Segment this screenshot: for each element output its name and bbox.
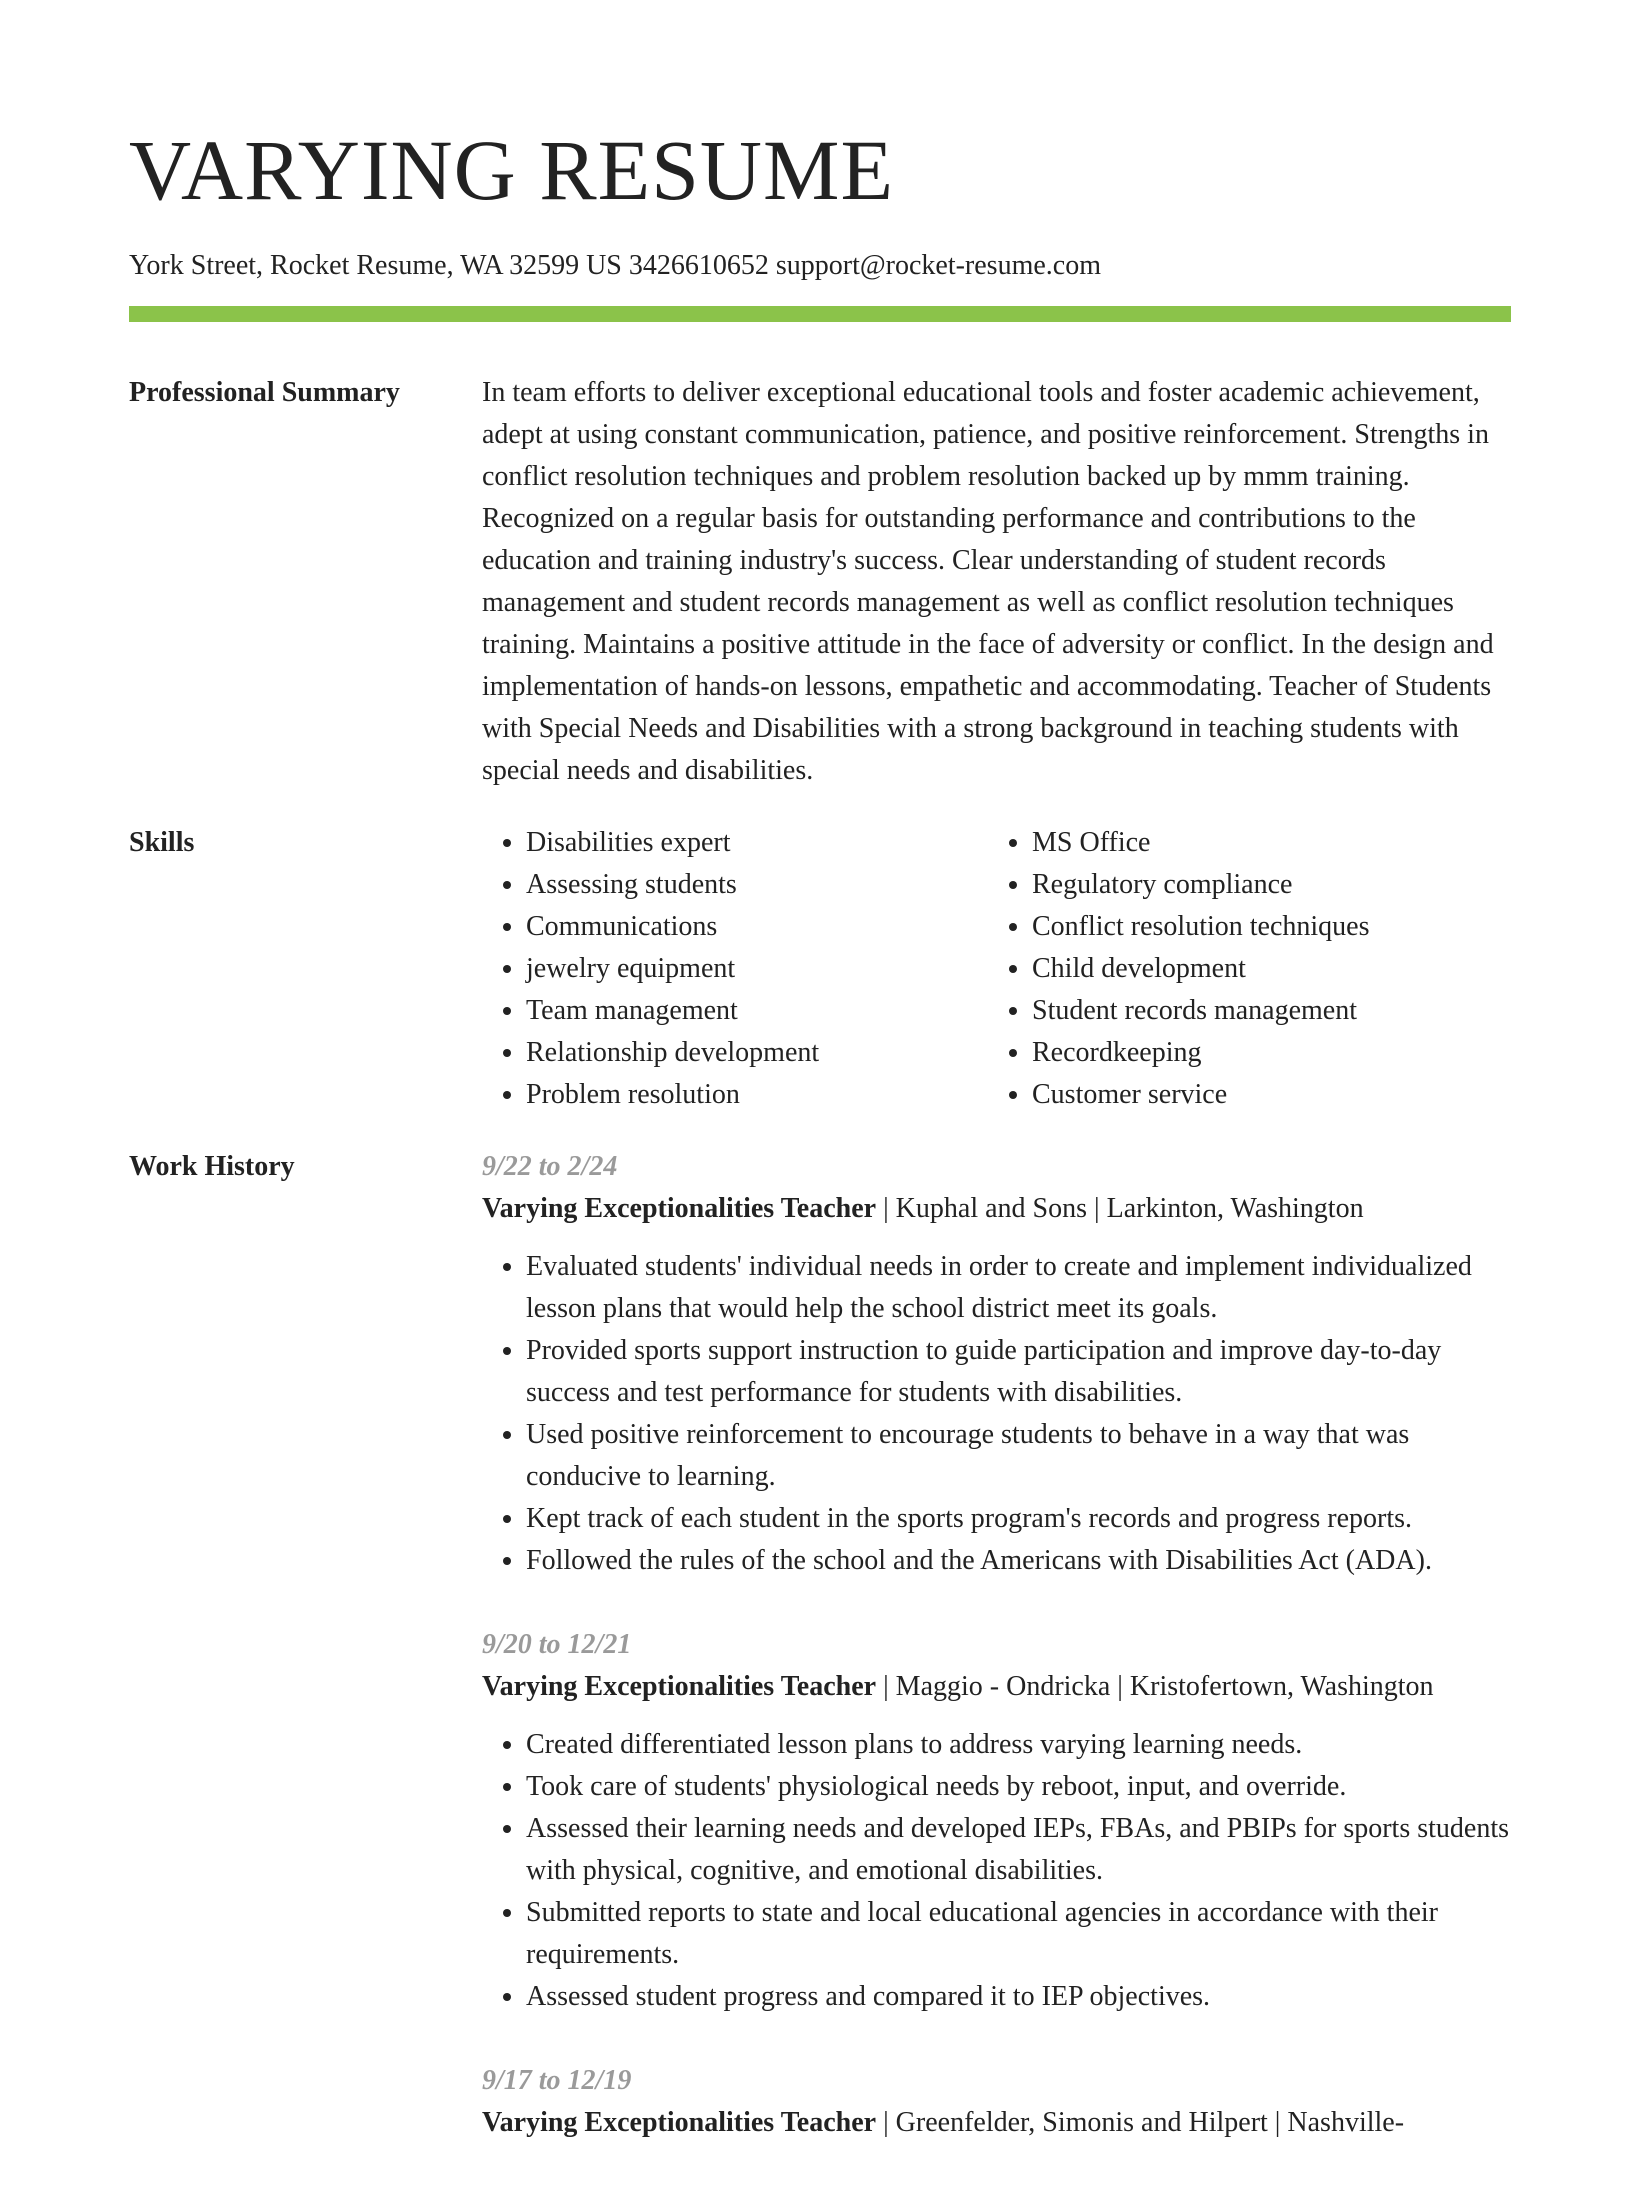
header-divider [129, 306, 1511, 322]
job-bullet: • Evaluated students' individual needs in order to create and implement individualized lesson plans that would help the school district meet its goals. [526, 1246, 1511, 1330]
job-bullet: • Provided sports support instruction to guide participation and improve day-to-day success and test performance for students with disabilities. [526, 1330, 1511, 1414]
skill-item: • jewelry equipment [526, 948, 988, 990]
job-entry [482, 1146, 1511, 1582]
skill-item: • Customer service [1032, 1074, 1370, 1116]
job-title: Varying Exceptionalities Teacher [482, 2107, 877, 2138]
skill-item: • Disabilities expert [526, 822, 988, 864]
job-bullet: • Followed the rules of the school and the Americans with Disabilities Act (ADA). [526, 1540, 1511, 1582]
job-bullet: • Used positive reinforcement to encourage students to behave in a way that was conducive to learning. [526, 1414, 1511, 1498]
work-history-section [129, 1146, 1511, 2186]
skill-item: • Conflict resolution techniques [1032, 906, 1370, 948]
job-dates: 9/22 to 2/24 [482, 1151, 618, 1182]
skill-item: • Problem resolution [526, 1074, 988, 1116]
job-entry [482, 1624, 1511, 2018]
skill-item: • Team management [526, 990, 988, 1032]
job-bullet: • Submitted reports to state and local educational agencies in accordance with their requirements. [526, 1892, 1511, 1976]
job-bullet: • Assessed student progress and compared it to IEP objectives. [526, 1976, 1511, 2018]
job-title-line [482, 1666, 1511, 1708]
skills-list-left [482, 822, 988, 1116]
job-bullet: • Assessed their learning needs and developed IEPs, FBAs, and PBIPs for sports students with physical, cognitive, and emotional disabilities. [526, 1808, 1511, 1892]
job-title: Varying Exceptionalities Teacher [482, 1671, 877, 1702]
skill-item: • Recordkeeping [1032, 1032, 1370, 1074]
skill-item: • MS Office [1032, 822, 1370, 864]
skill-item: • Assessing students [526, 864, 988, 906]
job-details: | Kuphal and Sons | Larkinton, Washington [876, 1193, 1364, 1224]
summary-title: Professional Summary [129, 377, 400, 408]
resume-page [129, 0, 1511, 2186]
job-dates: 9/20 to 12/21 [482, 1629, 632, 1660]
job-entry [482, 2060, 1511, 2144]
summary-text: In team efforts to deliver exceptional educational tools and foster academic achievement, adept at using constant communication, patience, and positive reinforcement. Strengths in conflict resolution techniques and problem resolution backed up by mmm training. Recognized on a regular basis for outstanding performance and contributions to the education and training industry's success. Clear understanding of student records management and student records management as well as conflict resolution techniques training. Maintains a positive attitude in the face of adversity or conflict. In the design and implementation of hands-on lessons, empathetic and accommodating. Teacher of Students with Special Needs and Disabilities with a strong background in teaching students with special needs and disabilities. [482, 377, 1494, 786]
job-title-line [482, 1188, 1511, 1230]
skill-item: • Child development [1032, 948, 1370, 990]
job-title: Varying Exceptionalities Teacher [482, 1193, 877, 1224]
job-title-line [482, 2102, 1511, 2144]
job-bullet: • Created differentiated lesson plans to address varying learning needs. [526, 1724, 1511, 1766]
job-details: | Maggio - Ondricka | Kristofertown, Washington [876, 1671, 1434, 1702]
skill-item: • Communications [526, 906, 988, 948]
resume-name: VARYING RESUME [129, 122, 895, 218]
job-details: | Greenfelder, Simonis and Hilpert | Nashville- [876, 2107, 1405, 2138]
skill-item: • Regulatory compliance [1032, 864, 1370, 906]
job-bullet-list [482, 1724, 1511, 2018]
skills-section [129, 822, 1511, 1116]
job-bullet-list [482, 1246, 1511, 1582]
work-history-title: Work History [129, 1151, 295, 1182]
job-bullet: • Took care of students' physiological needs by reboot, input, and override. [526, 1766, 1511, 1808]
skills-title: Skills [129, 827, 195, 858]
summary-section [129, 372, 1511, 792]
job-dates: 9/17 to 12/19 [482, 2065, 632, 2096]
skills-list-right [988, 822, 1370, 1116]
contact-info: York Street, Rocket Resume, WA 32599 US 3426610652 support@rocket-resume.com [129, 250, 1101, 281]
skill-item: • Relationship development [526, 1032, 988, 1074]
skill-item: • Student records management [1032, 990, 1370, 1032]
job-bullet: • Kept track of each student in the sports program's records and progress reports. [526, 1498, 1511, 1540]
